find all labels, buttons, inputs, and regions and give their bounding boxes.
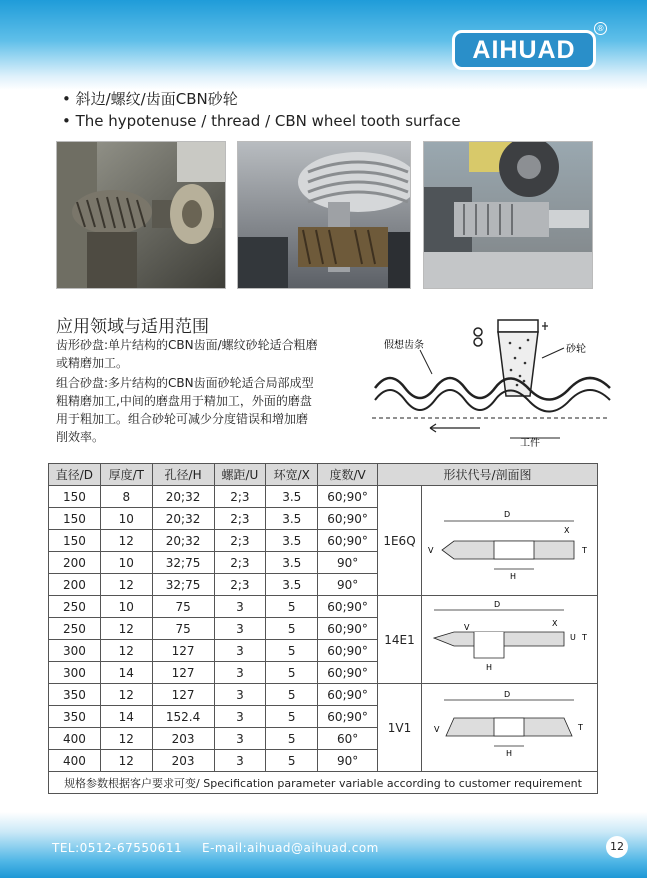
table-row: 150 12 20;32 2;3 3.5 60;90° bbox=[49, 530, 598, 552]
shape-code-1v1: 1V1 bbox=[378, 684, 422, 772]
header-pitch: 螺距/U bbox=[214, 464, 266, 486]
table-row: 350 12 127 3 5 60;90° 1V1 D H V T bbox=[49, 684, 598, 706]
spec-table bbox=[48, 463, 598, 794]
table-row: 400 12 203 3 5 60° bbox=[49, 728, 598, 750]
footer-email: E-mail:aihuad@aihuad.com bbox=[202, 841, 379, 855]
svg-text:D: D bbox=[504, 690, 511, 699]
heading-en: • The hypotenuse / thread / CBN wheel tooth surface bbox=[62, 112, 461, 130]
table-footnote: 规格参数根据客户要求可变/ Specification parameter variable according to customer requirement bbox=[49, 772, 598, 794]
header-shape-code: 形状代号/剖面图 bbox=[378, 464, 598, 486]
header-thickness: 厚度/T bbox=[100, 464, 152, 486]
page-number: 12 bbox=[606, 836, 628, 858]
table-row: 300 12 127 3 5 60;90° bbox=[49, 640, 598, 662]
svg-text:V: V bbox=[464, 623, 470, 632]
svg-text:D: D bbox=[504, 510, 511, 519]
table-row: 300 14 127 3 5 60;90° bbox=[49, 662, 598, 684]
svg-text:X: X bbox=[552, 619, 558, 628]
label-wheel: 砂轮 bbox=[566, 344, 586, 355]
table-row: 200 12 32;75 2;3 3.5 90° bbox=[49, 574, 598, 596]
photo-tooth-surface-grinding bbox=[423, 141, 593, 289]
table-row: 150 10 20;32 2;3 3.5 60;90° bbox=[49, 508, 598, 530]
label-workpiece: 工件 bbox=[520, 438, 540, 449]
svg-text:H: H bbox=[486, 663, 493, 672]
table-row: 150 8 20;32 2;3 3.5 60;90° 1E6Q D H V T X bbox=[49, 486, 598, 508]
svg-text:U: U bbox=[570, 633, 577, 642]
shape-code-14e1: 14E1 bbox=[378, 596, 422, 684]
svg-text:V: V bbox=[434, 725, 440, 734]
table-header-row bbox=[49, 464, 598, 486]
registered-mark: ® bbox=[594, 22, 607, 35]
profile-14e1 bbox=[421, 596, 597, 684]
svg-text:V: V bbox=[428, 546, 434, 555]
heading-cn: • 斜边/螺纹/齿面CBN砂轮 bbox=[62, 90, 238, 108]
header-diameter: 直径/D bbox=[49, 464, 101, 486]
header-bore: 孔径/H bbox=[152, 464, 214, 486]
paragraph-gear-disc: 齿形砂盘:单片结构的CBN齿面/螺纹砂轮适合粗磨 或精磨加工。 bbox=[56, 338, 318, 370]
label-virtual-tooth: 假想齿条 bbox=[384, 340, 424, 351]
svg-text:X: X bbox=[564, 526, 570, 535]
section-title: 应用领域与适用范围 bbox=[56, 317, 209, 337]
table-row: 250 12 75 3 5 60;90° bbox=[49, 618, 598, 640]
svg-text:H: H bbox=[506, 749, 513, 758]
svg-text:T: T bbox=[582, 546, 588, 555]
paragraph-combined-disc: 组合砂盘:多片结构的CBN齿面砂轮适合局部成型 粗精磨加工,中间的磨盘用于精加工，外面的磨盘 用于粗加工。组合砂轮可减少分度错误和增加磨 削效率。 bbox=[56, 376, 314, 444]
svg-text:D: D bbox=[494, 600, 501, 609]
photo-gear-grinding bbox=[56, 141, 226, 289]
footer-phone: TEL:0512-67550611 bbox=[52, 841, 183, 855]
photo-thread-grinding bbox=[237, 141, 411, 289]
table-row: 200 10 32;75 2;3 3.5 90° bbox=[49, 552, 598, 574]
svg-text:T: T bbox=[578, 723, 584, 732]
header-angle: 度数/V bbox=[318, 464, 378, 486]
profile-1v1 bbox=[421, 684, 597, 772]
profile-1e6q bbox=[421, 486, 597, 596]
svg-text:H: H bbox=[510, 572, 517, 581]
table-row: 400 12 203 3 5 90° bbox=[49, 750, 598, 772]
footnote-row bbox=[49, 772, 598, 794]
brand-logo: AIHUAD bbox=[452, 30, 596, 70]
shape-code-1e6q: 1E6Q bbox=[378, 486, 422, 596]
table-row: 250 10 75 3 5 60;90° 14E1 D H V X U T bbox=[49, 596, 598, 618]
table-row: 350 14 152.4 3 5 60;90° bbox=[49, 706, 598, 728]
grinding-diagram bbox=[370, 318, 615, 450]
svg-text:T: T bbox=[582, 633, 588, 642]
header-ring-width: 环宽/X bbox=[266, 464, 318, 486]
